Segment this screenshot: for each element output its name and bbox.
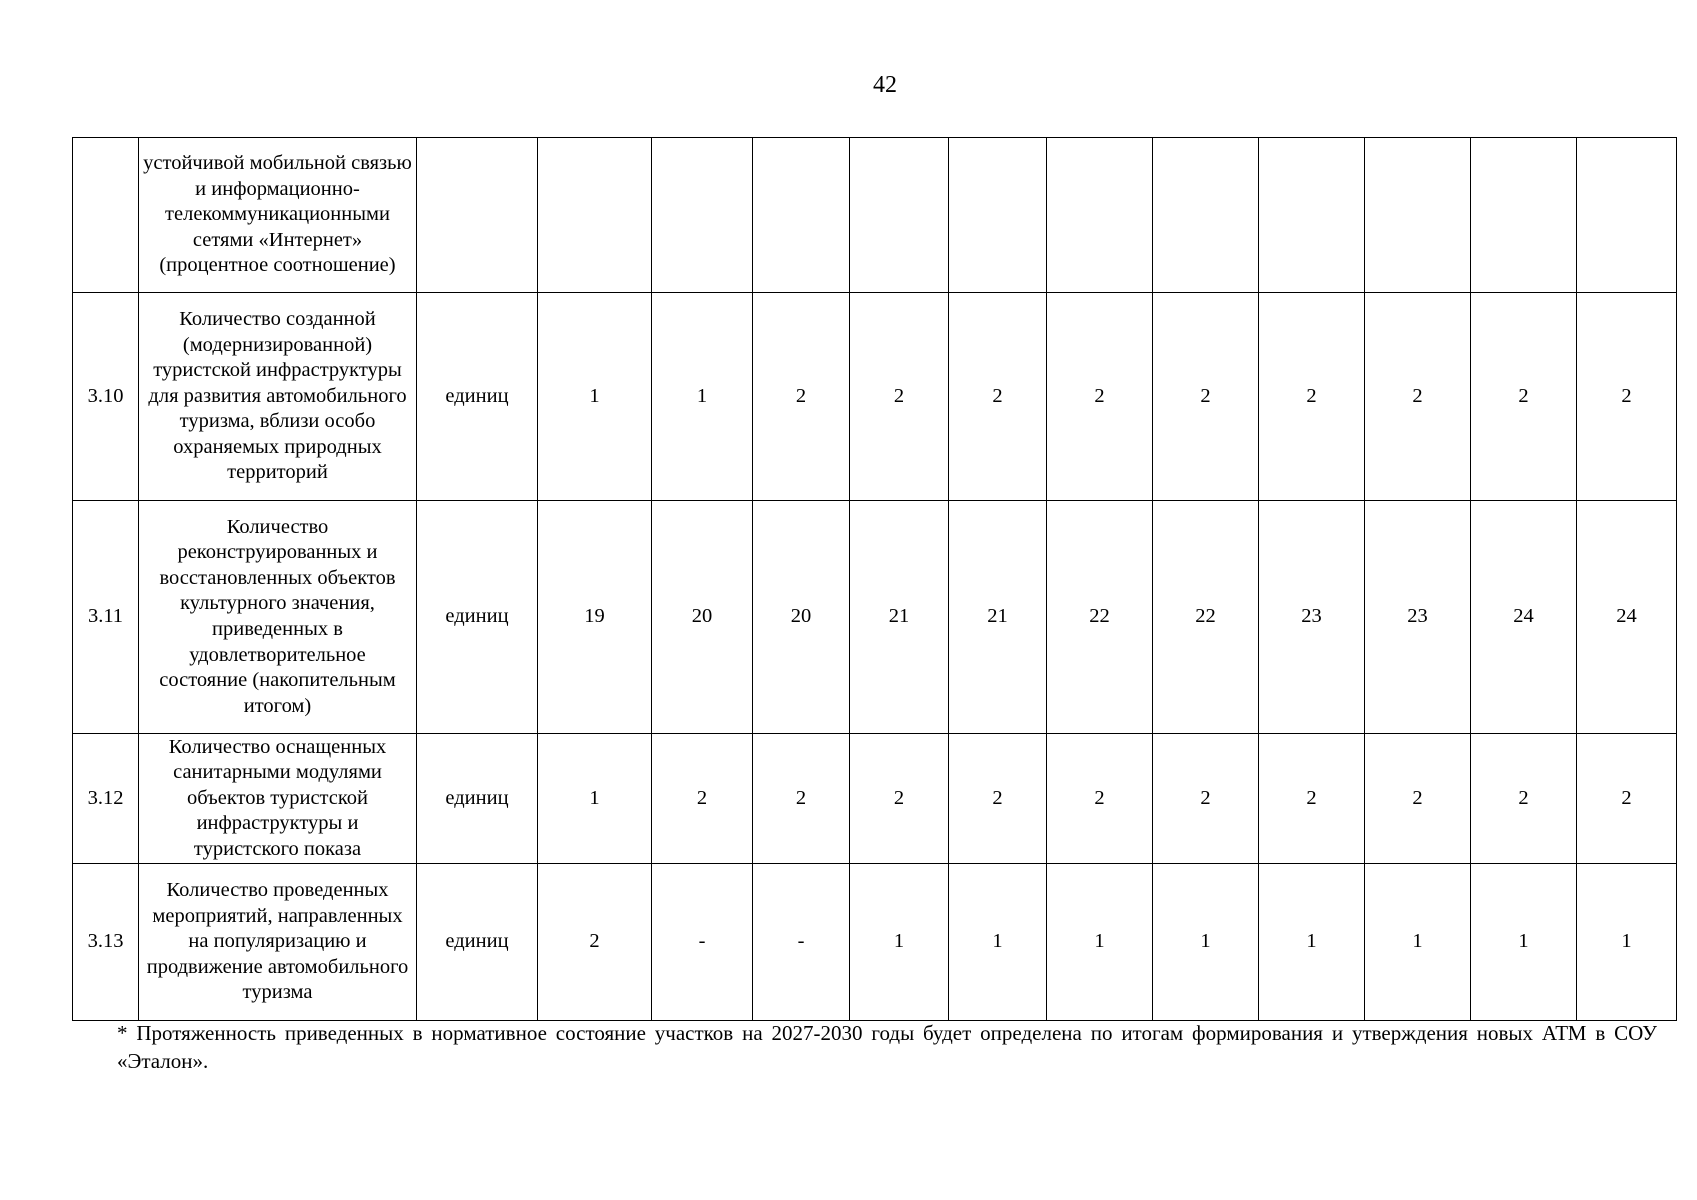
unit-cell [417,138,538,293]
value-cell: 21 [949,501,1047,734]
unit-cell: единиц [417,293,538,501]
value-cell: 2 [1153,734,1259,864]
value-cell: 2 [1047,293,1153,501]
value-cell: 2 [753,293,850,501]
value-cell: 1 [538,734,652,864]
value-cell [1577,138,1677,293]
unit-cell: единиц [417,501,538,734]
value-cell: 2 [1577,734,1677,864]
value-cell [1047,138,1153,293]
value-cell: 1 [1047,864,1153,1021]
value-cell: - [652,864,753,1021]
value-cell: 1 [850,864,949,1021]
value-cell: 2 [1259,734,1365,864]
value-cell: 19 [538,501,652,734]
value-cell: 20 [753,501,850,734]
value-cell: 1 [1577,864,1677,1021]
value-cell [949,138,1047,293]
value-cell: 24 [1471,501,1577,734]
value-cell: 1 [1365,864,1471,1021]
value-cell: 2 [652,734,753,864]
unit-cell: единиц [417,864,538,1021]
row-number: 3.10 [73,293,139,501]
indicator-name: Количество проведенных мероприятий, направленных на популяризацию и продвижение автомобильного туризма [139,864,417,1021]
value-cell: 2 [1259,293,1365,501]
value-cell: 2 [1153,293,1259,501]
value-cell: 22 [1047,501,1153,734]
table-row [73,501,1677,734]
value-cell: - [753,864,850,1021]
value-cell: 20 [652,501,753,734]
value-cell [1471,138,1577,293]
footnote: * Протяженность приведенных в нормативное состояние участков на 2027-2030 годы будет определена по итогам формирования и утверждения новых АТМ в СОУ «Эталон». [117,1021,1657,1073]
value-cell: 2 [949,734,1047,864]
table-row [73,734,1677,864]
value-cell: 2 [1471,734,1577,864]
value-cell: 23 [1365,501,1471,734]
value-cell [753,138,850,293]
value-cell: 2 [753,734,850,864]
table-row [73,293,1677,501]
value-cell [1153,138,1259,293]
indicators-table [72,137,1677,1021]
table-row [73,138,1677,293]
value-cell: 1 [1153,864,1259,1021]
value-cell: 1 [1259,864,1365,1021]
indicator-name: Количество реконструированных и восстановленных объектов культурного значения, приведенных в удовлетворительное состояние (накопительным итогом) [139,501,417,734]
indicator-name: устойчивой мобильной связью и информационно-телекоммуникационными сетями «Интернет» (процентное соотношение) [139,138,417,293]
row-number: 3.12 [73,734,139,864]
value-cell: 2 [1471,293,1577,501]
row-number: 3.11 [73,501,139,734]
value-cell: 24 [1577,501,1677,734]
value-cell: 1 [652,293,753,501]
value-cell: 22 [1153,501,1259,734]
table-row [73,864,1677,1021]
table-body [73,138,1677,1021]
value-cell: 2 [949,293,1047,501]
value-cell: 2 [1365,734,1471,864]
value-cell: 2 [1577,293,1677,501]
value-cell [538,138,652,293]
unit-cell: единиц [417,734,538,864]
indicator-name: Количество оснащенных санитарными модулями объектов туристской инфраструктуры и туристского показа [139,734,417,864]
value-cell: 2 [850,293,949,501]
value-cell [1365,138,1471,293]
indicator-name: Количество созданной (модернизированной) туристской инфраструктуры для развития автомобильного туризма, вблизи особо охраняемых природных территорий [139,293,417,501]
row-number [73,138,139,293]
value-cell: 21 [850,501,949,734]
value-cell: 2 [1047,734,1153,864]
value-cell: 2 [538,864,652,1021]
row-number: 3.13 [73,864,139,1021]
value-cell: 2 [850,734,949,864]
page-number: 42 [873,72,897,98]
value-cell [1259,138,1365,293]
value-cell [850,138,949,293]
value-cell: 1 [1471,864,1577,1021]
value-cell: 1 [538,293,652,501]
value-cell: 2 [1365,293,1471,501]
value-cell [652,138,753,293]
value-cell: 23 [1259,501,1365,734]
value-cell: 1 [949,864,1047,1021]
